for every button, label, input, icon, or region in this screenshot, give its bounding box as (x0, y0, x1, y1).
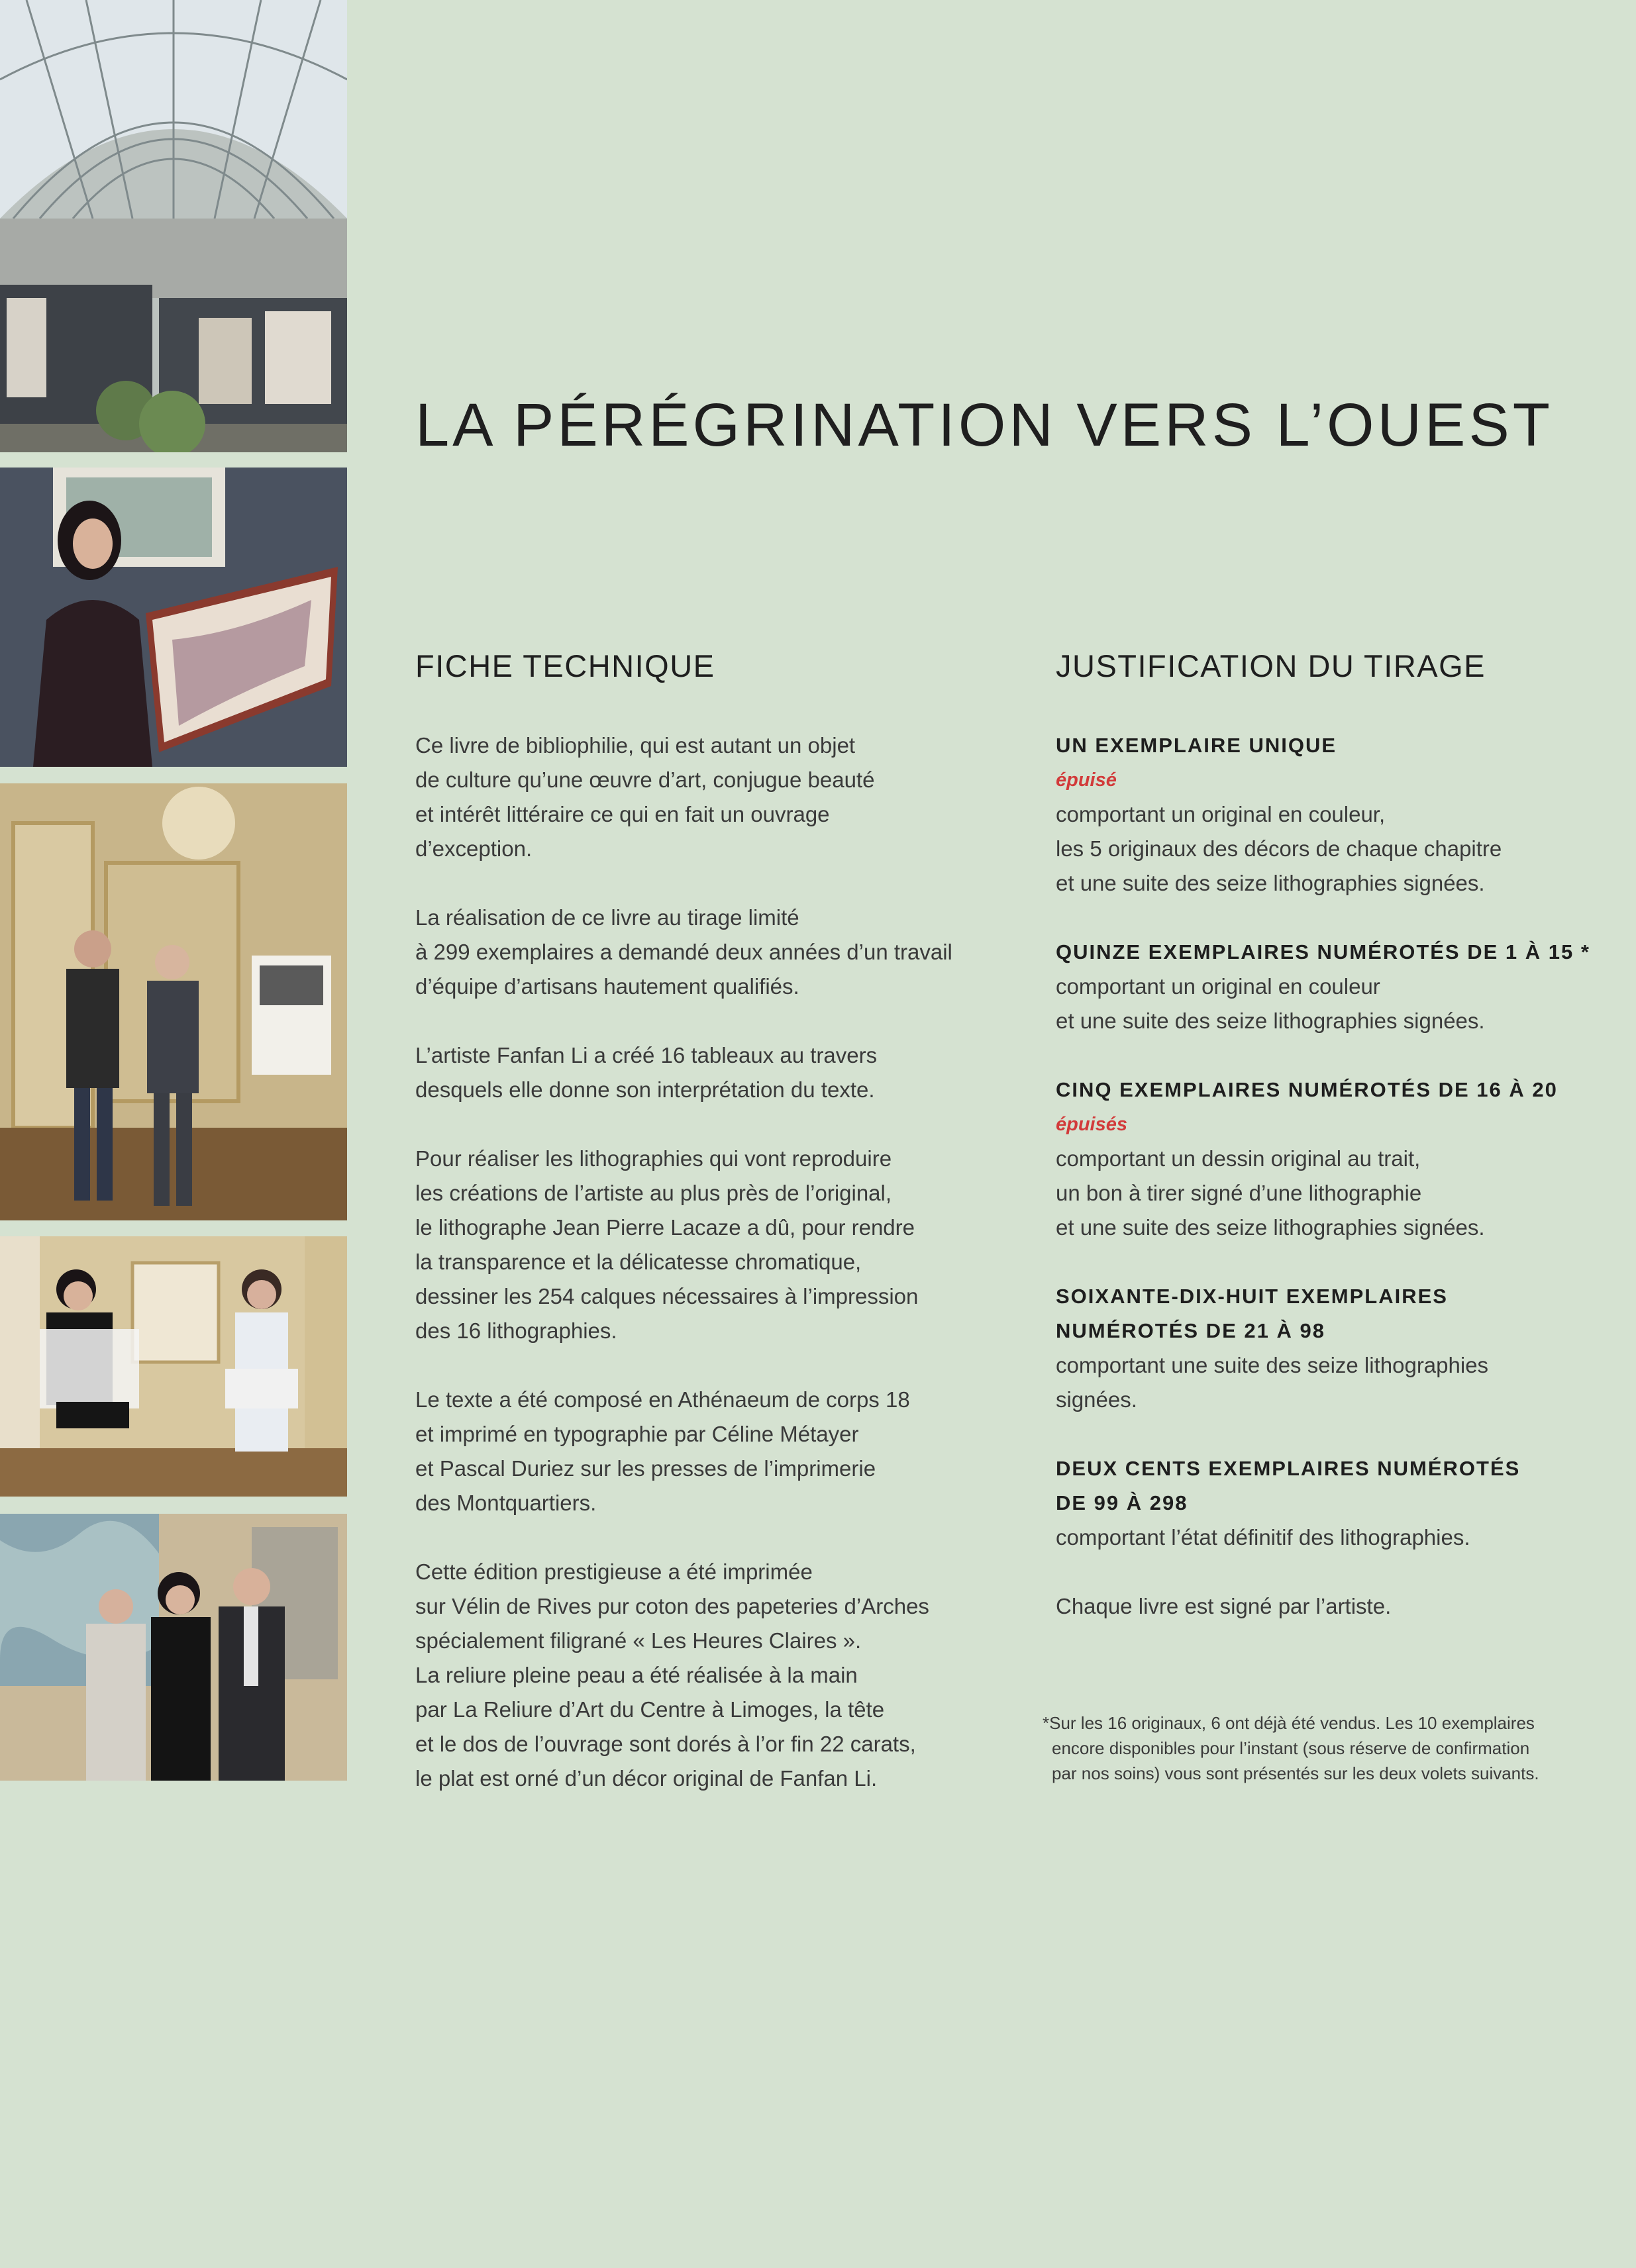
edition-entry: QUINZE EXEMPLAIRES NUMÉROTÉS DE 1 À 15 * comportant un original en couleur et une suite des seize lithographies signées. (1056, 935, 1612, 1038)
fiche-paragraph: L’artiste Fanfan Li a créé 16 tableaux au travers desquels elle donne son interprétation du texte. (415, 1043, 878, 1102)
salon-two-men-photo (0, 783, 347, 1220)
edition-title-line-2: DE 99 À 298 (1056, 1491, 1188, 1514)
edition-entry: DEUX CENTS EXEMPLAIRES NUMÉROTÉS DE 99 À 298 comportant l’état définitif des lithographies. (1056, 1452, 1612, 1555)
edition-status: épuisés (1056, 1114, 1127, 1135)
fiche-paragraph: Le texte a été composé en Athénaeum de corps 18 et imprimé en typographie par Céline Métayer et Pascal Duriez sur les presses de l’imprimerie des Montquartiers. (415, 1387, 910, 1515)
fiche-paragraph: Cette édition prestigieuse a été imprimée sur Vélin de Rives pur coton des papeteries d’Arches spécialement filigrané « Les Heures Claires ». La reliure pleine peau a été réalisée à la main par La Reliure d’Art du Centre à Limoges, la tête et le dos de l’ouvrage sont dorés à l’or fin 22 carats, le plat est orné d’un décor original de Fanfan Li. (415, 1559, 929, 1791)
page-title: LA PÉRÉGRINATION VERS L’OUEST (415, 391, 1553, 459)
edition-title: CINQ EXEMPLAIRES NUMÉROTÉS DE 16 À 20 (1056, 1078, 1558, 1101)
artist-with-book-photo (0, 468, 347, 767)
footnote: *Sur les 16 originaux, 6 ont déjà été vendus. Les 10 exemplaires encore disponibles pour l’instant (sous réserve de confirmation par nos soins) vous sont présentés sur les deux volets suivants. (1043, 1713, 1539, 1783)
group-of-three-photo (0, 1514, 347, 1781)
edition-title: QUINZE EXEMPLAIRES NUMÉROTÉS DE 1 À 15 * (1056, 940, 1590, 963)
justification-section (1056, 644, 1612, 1624)
edition-entry: UN EXEMPLAIRE UNIQUE épuisé comportant un original en couleur, les 5 originaux des décors de chaque chapitre et une suite des seize lithographies signées. (1056, 728, 1612, 901)
edition-entry: CINQ EXEMPLAIRES NUMÉROTÉS DE 16 À 20 épuisés comportant un dessin original au trait, un bon à tirer signé d’une lithographie et une suite des seize lithographies signées. (1056, 1073, 1612, 1245)
fiche-paragraph: Pour réaliser les lithographies qui vont reproduire les créations de l’artiste au plus près de l’original, le lithographe Jean Pierre Lacaze a dû, pour rendre la transparence et la délicatesse chromatique, dessiner les 254 calques nécessaires à l’impression des 16 lithographies. (415, 1146, 919, 1343)
signature-note: Chaque livre est signé par l’artiste. (1056, 1594, 1392, 1618)
edition-title: DEUX CENTS EXEMPLAIRES NUMÉROTÉS (1056, 1457, 1521, 1480)
edition-title: UN EXEMPLAIRE UNIQUE (1056, 734, 1337, 757)
fiche-paragraph: La réalisation de ce livre au tirage limité à 299 exemplaires a demandé deux années d’un travail d’équipe d’artisans hautement qualifiés. (415, 905, 952, 999)
exhibition-hall-photo (0, 0, 347, 452)
fiche-technique-heading: FICHE TECHNIQUE (415, 648, 715, 683)
edition-title-line-2: NUMÉROTÉS DE 21 À 98 (1056, 1319, 1325, 1342)
justification-heading: JUSTIFICATION DU TIRAGE (1056, 648, 1486, 683)
seated-women-photo (0, 1236, 347, 1497)
edition-entry: SOIXANTE-DIX-HUIT EXEMPLAIRES NUMÉROTÉS DE 21 À 98 comportant une suite des seize lithographies signées. (1056, 1279, 1612, 1417)
edition-title: SOIXANTE-DIX-HUIT EXEMPLAIRES (1056, 1285, 1448, 1308)
fiche-technique-section (415, 644, 998, 1830)
edition-status: épuisé (1056, 769, 1117, 791)
fiche-paragraph: Ce livre de bibliophilie, qui est autant un objet de culture qu’une œuvre d’art, conjugue beauté et intérêt littéraire ce qui en fait un ouvrage d’exception. (415, 733, 875, 861)
